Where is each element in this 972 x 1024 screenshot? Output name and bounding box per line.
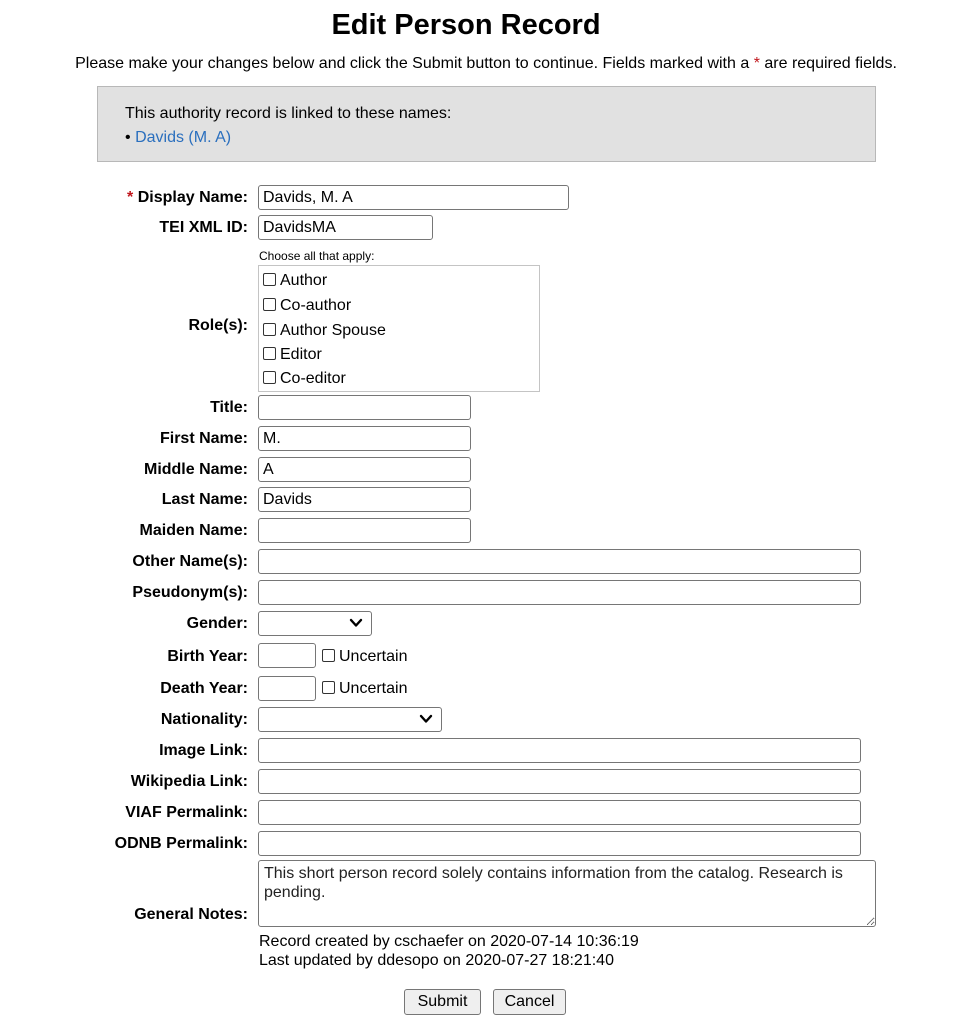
checkbox[interactable]: [322, 681, 335, 694]
uncertain-label: Uncertain: [339, 648, 408, 665]
nationality-select[interactable]: [258, 707, 442, 732]
bullet: •: [125, 129, 131, 146]
role-option-author-spouse[interactable]: [263, 321, 386, 341]
odnb-permalink-label: ODNB Permalink:: [114, 835, 248, 852]
uncertain-label: Uncertain: [339, 680, 408, 697]
gender-label: Gender:: [186, 615, 248, 632]
first-name-label: First Name:: [159, 430, 248, 447]
display-name-label: [127, 188, 248, 208]
checkbox[interactable]: [263, 347, 276, 360]
submit-button[interactable]: Submit: [404, 989, 481, 1015]
record-created-text: Record created by cschaefer on 2020-07-14 10:36:19: [259, 933, 639, 950]
role-option-editor[interactable]: [263, 345, 322, 365]
role-option-label: Co-author: [280, 297, 352, 314]
required-asterisk: *: [127, 189, 134, 206]
role-option-label: Author: [280, 272, 328, 289]
checkbox[interactable]: [263, 371, 276, 384]
display-name-input[interactable]: [258, 185, 569, 210]
instructions-text: Please make your changes below and click the Submit button to continue. Fields marked with a: [75, 55, 754, 72]
last-name-input[interactable]: [258, 487, 471, 512]
required-asterisk: *: [753, 55, 760, 72]
wikipedia-link-label: Wikipedia Link:: [130, 773, 248, 790]
title-input[interactable]: [258, 395, 471, 420]
death-year-label: Death Year:: [160, 680, 248, 697]
general-notes-label: General Notes:: [134, 906, 248, 923]
viaf-permalink-input[interactable]: [258, 800, 861, 825]
odnb-permalink-input[interactable]: [258, 831, 861, 856]
role-option-author[interactable]: [263, 271, 327, 291]
checkbox[interactable]: [263, 298, 276, 311]
other-names-input[interactable]: [258, 549, 861, 574]
nationality-label: Nationality:: [160, 711, 248, 728]
role-option-label: Editor: [280, 346, 322, 363]
image-link-input[interactable]: [258, 738, 861, 763]
gender-select[interactable]: [258, 611, 372, 636]
other-names-label: Other Name(s):: [132, 553, 248, 570]
last-name-label: Last Name:: [161, 491, 248, 508]
wikipedia-link-input[interactable]: [258, 769, 861, 794]
first-name-input[interactable]: [258, 426, 471, 451]
death-year-uncertain[interactable]: [322, 679, 407, 699]
role-option-co-author[interactable]: [263, 296, 351, 316]
cancel-button[interactable]: Cancel: [493, 989, 566, 1015]
linked-name-item: [125, 129, 231, 147]
viaf-permalink-label: VIAF Permalink:: [125, 804, 248, 821]
linked-names-intro: This authority record is linked to these names:: [125, 105, 452, 122]
image-link-label: Image Link:: [159, 742, 248, 759]
title-label: Title:: [210, 399, 248, 416]
linked-names-panel: [97, 86, 876, 162]
pseudonyms-label: Pseudonym(s):: [132, 584, 248, 601]
roles-checkbox-list: [258, 265, 540, 392]
middle-name-label: Middle Name:: [143, 461, 248, 478]
page-title: Edit Person Record: [331, 9, 601, 41]
birth-year-label: Birth Year:: [167, 648, 248, 665]
display-name-label-text: Display Name:: [137, 189, 248, 206]
form-instructions: [0, 54, 972, 74]
role-option-label: Co-editor: [280, 370, 346, 387]
chevron-down-icon: [419, 712, 433, 726]
checkbox[interactable]: [263, 323, 276, 336]
general-notes-textarea[interactable]: [258, 860, 876, 927]
checkbox[interactable]: [263, 273, 276, 286]
last-updated-text: Last updated by ddesopo on 2020-07-27 18:21:40: [259, 952, 614, 969]
tei-xml-id-input[interactable]: [258, 215, 433, 240]
birth-year-uncertain[interactable]: [322, 647, 407, 667]
middle-name-input[interactable]: [258, 457, 471, 482]
birth-year-input[interactable]: [258, 643, 316, 668]
instructions-text-end: are required fields.: [759, 55, 897, 72]
checkbox[interactable]: [322, 649, 335, 662]
role-option-co-editor[interactable]: [263, 369, 346, 389]
tei-xml-id-label: TEI XML ID:: [159, 219, 248, 236]
pseudonyms-input[interactable]: [258, 580, 861, 605]
maiden-name-input[interactable]: [258, 518, 471, 543]
chevron-down-icon: [349, 616, 363, 630]
maiden-name-label: Maiden Name:: [139, 522, 248, 539]
death-year-input[interactable]: [258, 676, 316, 701]
roles-hint: Choose all that apply:: [259, 249, 375, 263]
role-option-label: Author Spouse: [280, 322, 386, 339]
linked-name-link[interactable]: Davids (M. A): [135, 129, 232, 146]
roles-label: Role(s):: [188, 317, 248, 334]
